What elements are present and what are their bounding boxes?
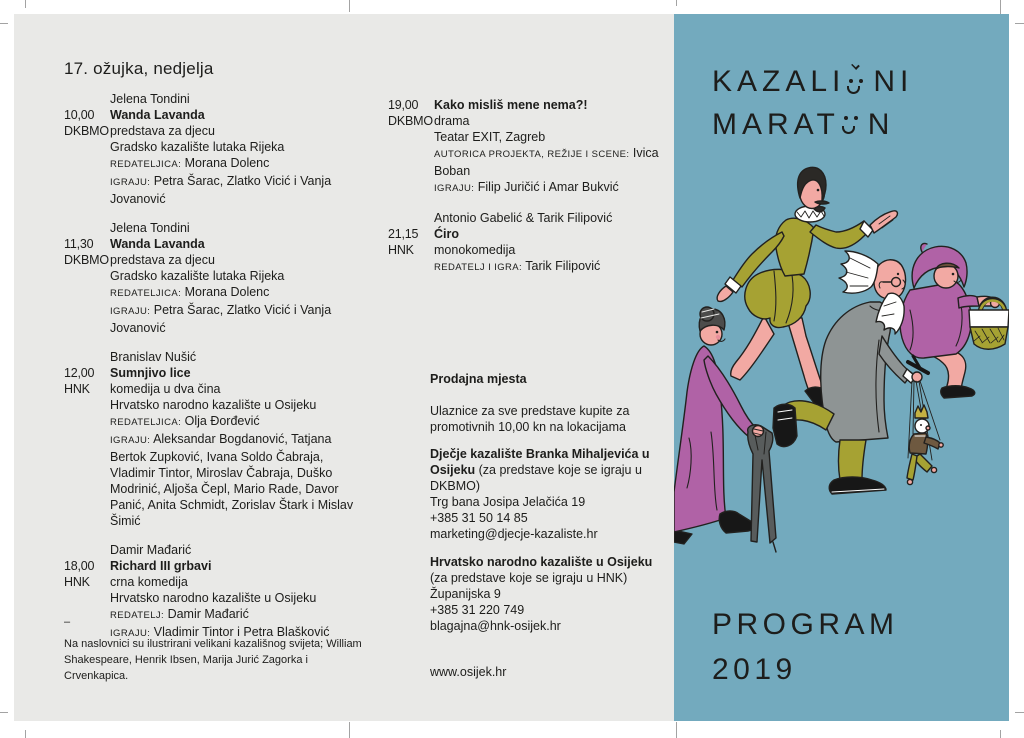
- fold-mark: [676, 722, 677, 738]
- show-entry: [388, 97, 669, 197]
- show-genre-row: [64, 381, 364, 397]
- title-text: MARAT: [712, 108, 840, 141]
- show-title: Sumnjivo lice: [110, 366, 191, 380]
- location-name: Hrvatsko narodno kazalište u Osijeku: [430, 555, 653, 569]
- show-title-row: [64, 236, 364, 252]
- location-phone: +385 31 50 14 85: [430, 511, 528, 525]
- fold-mark: [349, 722, 350, 738]
- show-genre-row: [64, 123, 364, 139]
- crop-mark: [1015, 712, 1024, 713]
- location-email: blagajna@hnk-osijek.hr: [430, 619, 561, 633]
- sales-location: [430, 554, 662, 634]
- location-email: marketing@djecje-kazaliste.hr: [430, 527, 598, 541]
- show-title-row: [388, 226, 669, 242]
- show-entry: [388, 210, 669, 276]
- title-text: N: [867, 108, 895, 141]
- figure-zagorka: [674, 307, 756, 544]
- show-list-morning: [64, 91, 364, 642]
- show-genre-row: [388, 113, 669, 129]
- show-genre-row: [64, 574, 364, 590]
- smiley-s-icon: [846, 71, 867, 92]
- date-heading: 17. ožujka, nedjelja: [64, 59, 214, 78]
- fold-mark: [349, 0, 350, 12]
- cover-footnote: [64, 614, 364, 684]
- footnote-dash: –: [64, 616, 71, 628]
- show-company: Hrvatsko narodno kazalište u Osijeku: [110, 398, 317, 412]
- credit-label: REDATELJ:: [110, 610, 165, 621]
- show-company: Teatar EXIT, Zagreb: [434, 130, 546, 144]
- sales-heading: Prodajna mjesta: [430, 372, 527, 386]
- show-title-row: [64, 107, 364, 123]
- credit-label: REDATELJICA:: [110, 159, 182, 170]
- credit-label: REDATELJ I IGRA:: [434, 262, 523, 273]
- show-venue: HNK: [64, 575, 90, 589]
- credit-label: IGRAJU:: [110, 306, 151, 317]
- show-venue: DKBMO: [64, 253, 109, 267]
- show-venue: DKBMO: [388, 114, 433, 128]
- program-line-1: PROGRAM: [712, 608, 899, 641]
- sales-location: [430, 446, 662, 542]
- location-phone: +385 31 220 749: [430, 603, 525, 617]
- brochure-page: [14, 14, 1009, 721]
- show-time: 11,30: [64, 237, 94, 251]
- show-author: Jelena Tondini: [110, 92, 190, 106]
- location-address: Trg bana Josipa Jelačića 19: [430, 495, 586, 509]
- marionette: [907, 381, 943, 485]
- show-entry: [64, 349, 364, 529]
- crop-mark: [0, 23, 8, 24]
- website-url: www.osijek.hr: [430, 665, 507, 679]
- location-name-row: Hrvatsko narodno kazalište u Osijeku (za predstave koje se igraju u HNK): [430, 555, 653, 585]
- show-genre: monokomedija: [434, 243, 516, 257]
- program-title: [712, 602, 899, 692]
- program-line-2: 2019: [712, 653, 797, 686]
- figure-shakespeare-legs: [731, 316, 833, 407]
- show-genre: predstava za djecu: [110, 253, 215, 267]
- umbrella: [748, 425, 776, 552]
- show-title: Richard III grbavi: [110, 559, 212, 573]
- show-time: 18,00: [64, 559, 95, 573]
- show-credit: IGRAJU: Petra Šarac, Zlatko Vicić i Vanja Jovanović: [110, 174, 332, 206]
- show-genre: predstava za djecu: [110, 124, 215, 138]
- show-title-row: [64, 558, 364, 574]
- show-genre-row: [388, 242, 669, 258]
- credit-label: IGRAJU:: [110, 628, 151, 639]
- show-list-evening: [388, 97, 669, 289]
- show-company: Hrvatsko narodno kazalište u Osijeku: [110, 591, 317, 605]
- show-company: Gradsko kazalište lutaka Rijeka: [110, 269, 285, 283]
- cover-panel: [674, 14, 1009, 721]
- show-credit: REDATELJ: Damir Mađarić: [110, 607, 249, 621]
- show-genre-row: [64, 252, 364, 268]
- show-credit: REDATELJICA: Morana Dolenc: [110, 285, 270, 299]
- credit-label: REDATELJICA:: [110, 417, 182, 428]
- show-title: Wanda Lavanda: [110, 237, 205, 251]
- show-time: 19,00: [388, 98, 419, 112]
- cover-title: [712, 60, 913, 146]
- title-text: NI: [873, 65, 914, 98]
- smiley-o-icon: [841, 114, 862, 135]
- show-author: Antonio Gabelić & Tarik Filipović: [434, 211, 613, 225]
- fold-mark: [676, 0, 677, 6]
- show-genre: crna komedija: [110, 575, 188, 589]
- show-time: 12,00: [64, 366, 95, 380]
- show-credit: IGRAJU: Petra Šarac, Zlatko Vicić i Vanja Jovanović: [110, 303, 332, 335]
- show-credit: AUTORICA PROJEKTA, REŽIJE I SCENE: Ivica Boban: [434, 146, 659, 178]
- crop-mark: [1015, 23, 1024, 24]
- location-name-row: Dječje kazalište Branka Mihaljevića u Osijeku (za predstave koje se igraju u DKBMO): [430, 447, 650, 493]
- show-credit: REDATELJICA: Morana Dolenc: [110, 156, 270, 170]
- location-address: Županijska 9: [430, 587, 501, 601]
- show-title: Kako misliš mene nema?!: [434, 98, 588, 112]
- show-title-row: [64, 365, 364, 381]
- credit-label: AUTORICA PROJEKTA, REŽIJE I SCENE:: [434, 149, 630, 160]
- show-title-row: [388, 97, 669, 113]
- show-time: 10,00: [64, 108, 95, 122]
- crop-mark: [25, 0, 26, 8]
- credit-label: IGRAJU:: [434, 183, 475, 194]
- show-genre: drama: [434, 114, 470, 128]
- crop-mark: [0, 712, 8, 713]
- show-genre: komedija u dva čina: [110, 382, 221, 396]
- footnote-text: Na naslovnici su ilustrirani velikani kazališnog svijeta; William Shakespeare, Henrik Ibsen, Marija Jurić Zagorka i Crvenkapica.: [64, 638, 362, 682]
- show-credit: REDATELJ I IGRA: Tarik Filipović: [434, 259, 601, 273]
- show-title: Ćiro: [434, 227, 459, 241]
- cover-illustration: [674, 140, 1009, 610]
- show-credit: IGRAJU: Vladimir Tintor i Petra Blašković: [110, 625, 330, 639]
- crop-mark: [1000, 730, 1001, 738]
- show-credit: REDATELJICA: Olja Đorđević: [110, 414, 260, 428]
- show-author: Damir Mađarić: [110, 543, 192, 557]
- show-venue: DKBMO: [64, 124, 109, 138]
- show-title: Wanda Lavanda: [110, 108, 205, 122]
- show-company: Gradsko kazalište lutaka Rijeka: [110, 140, 285, 154]
- title-text: KAZALI: [712, 65, 846, 98]
- crop-mark: [1000, 0, 1001, 14]
- credit-label: IGRAJU:: [110, 435, 151, 446]
- show-author: Jelena Tondini: [110, 221, 190, 235]
- show-author: Branislav Nušić: [110, 350, 197, 364]
- show-entry: [64, 220, 364, 336]
- cover-title-line-1: [712, 60, 913, 103]
- credit-label: IGRAJU:: [110, 177, 151, 188]
- show-credit: IGRAJU: Aleksandar Bogdanović, Tatjana Bertok Zupković, Ivana Soldo Čabraja, Vladimir Tintor, Miroslav Čabraja, Duško Modrinić, Aljoša Čepl, Mario Rade, Davor Panić, Anita Schmidt, Zorislav Štark i Mislav Šimić: [110, 432, 354, 528]
- sales-locations: [430, 446, 662, 634]
- show-credit: IGRAJU: Filip Juričić i Amar Bukvić: [434, 180, 619, 194]
- show-entry: [64, 91, 364, 207]
- sales-intro: Ulaznice za sve predstave kupite za promotivnih 10,00 kn na lokacijama: [430, 404, 630, 434]
- show-venue: HNK: [64, 382, 90, 396]
- show-time: 21,15: [388, 227, 419, 241]
- program-column-1: [64, 58, 364, 655]
- location-name: Dječje kazalište Branka Mihaljevića u Osijeku: [430, 447, 650, 477]
- crop-mark: [25, 730, 26, 738]
- show-venue: HNK: [388, 243, 414, 257]
- sales-section: [430, 371, 662, 680]
- credit-label: REDATELJICA:: [110, 288, 182, 299]
